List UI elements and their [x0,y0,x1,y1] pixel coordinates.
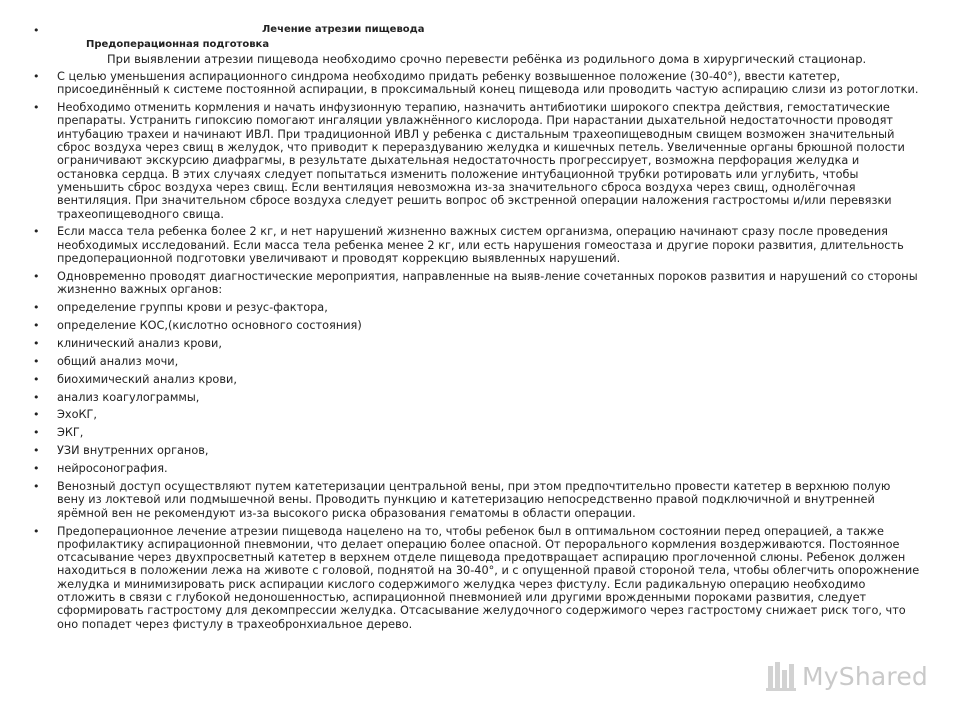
list-item: • Венозный доступ осуществляют путем катетеризации центральной вены, при этом предпочтительно провести катетер в верхнюю полую вену из локтевой или подмышечной вены. Проводить пункцию и катетеризацию непосредственно правой подключичной и внутренней ярёмной вен не рекомендуют из-за высокого риска образования гематомы в области операции. [0,480,960,520]
list-item: • УЗИ внутренних органов, [0,444,960,457]
watermark-text: MyShared [802,661,928,691]
list-item: • Необходимо отменить кормления и начать инфузионную терапию, назначить антибиотики широкого спектра действия, гемостатические препараты. Устранить гипоксию помогают ингаляции увлажнённого кислорода. При нарастании дыхательной недостаточности проводят интубацию трахеи и начинают ИВЛ. При традиционной ИВЛ у ребенка с дистальным трахеопищеводным свищем возможен значительный сброс воздуха через свищ в желудок, что приводит к перераздуванию желудка и кишечных петель. Увеличенные органы брюшной полости ограничивают экскурсию диафрагмы, в результате дыхательная недостаточность прогрессирует, возможна перфорация желудка и остановка сердца. В этих случаях следует попытаться изменить положение интубационной трубки ротировать или углубить, чтобы уменьшить сброс воздуха через свищ. Если вентиляция невозможна из-за значительного сброса воздуха через свищ, однолёгочная вентиляция. При значительном сбросе воздуха следует решить вопрос об экстренной операции наложения гастростомы и/или перевязки трахеопищеводного свища. [0,101,960,221]
bullet-list [0,70,960,635]
list-item: • Одновременно проводят диагностические мероприятия, направленные на выяв-ление сочетанных пороков развития и нарушений со стороны жизненно важных органов: [0,270,960,297]
myshared-logo-icon [766,660,796,692]
list-item: • ЭхоКГ, [0,408,960,421]
list-item: • ЭКГ, [0,426,960,439]
list-item: • биохимический анализ крови, [0,373,960,386]
header-bullet: • [33,24,40,37]
list-item: • общий анализ мочи, [0,355,960,368]
page-title: Лечение атрезии пищевода [262,24,425,35]
watermark [766,658,928,694]
list-item: • нейросонография. [0,462,960,475]
list-item: • Предоперационное лечение атрезии пищевода нацелено на то, чтобы ребенок был в оптимальном состоянии перед операцией, а также профилактику аспирационной пневмонии, что делает операцию более опасной. От перорального кормления воздерживаются. Постоянное отсасывание через двухпросветный катетер в верхнем отделе пищевода предотвращает аспирацию проглоченной слюны. Ребенок должен находиться в положении лежа на животе с головой, поднятой на 30-40°, и с опущенной правой стороной тела, чтобы облегчить опорожнение желудка и минимизировать риск аспирации кислого содержимого желудка через фистулу. Если радикальную операцию необходимо отложить в связи с глубокой недоношенностью, аспирационной пневмонией или другими врожденными пороками развития, следует сформировать гастростому для декомпрессии желудка. Отсасывание желудочного содержимого через гастростому снижает риск того, что оно попадет через фистулу в трахеобронхиальное дерево. [0,525,960,631]
list-item: • определение КОС,(кислотно основного состояния) [0,319,960,332]
list-item: • анализ коагулограммы, [0,391,960,404]
list-item: • определение группы крови и резус-фактора, [0,301,960,314]
list-item: • клинический анализ крови, [0,337,960,350]
list-item: • С целью уменьшения аспирационного синдрома необходимо придать ребенку возвышенное положение (30-40°), ввести катетер, присоединённый к системе постоянной аспирации, в проксимальный конец пищевода или проводить частую аспирацию слизи из ротоглотки. [0,70,960,97]
list-item: • Если масса тела ребенка более 2 кг, и нет нарушений жизненно важных систем организма, операцию начинают сразу после проведения необходимых исследований. Если масса тела ребенка менее 2 кг, или есть нарушения гомеостаза и другие пороки развития, длительность предоперационной подготовки увеличивают и проводят коррекцию выявленных нарушений. [0,225,960,265]
intro-paragraph: При выявлении атрезии пищевода необходимо срочно перевести ребёнка из родильного дома в хирургический стационар. [107,52,867,66]
page-subtitle: Предоперационная подготовка [86,39,270,50]
